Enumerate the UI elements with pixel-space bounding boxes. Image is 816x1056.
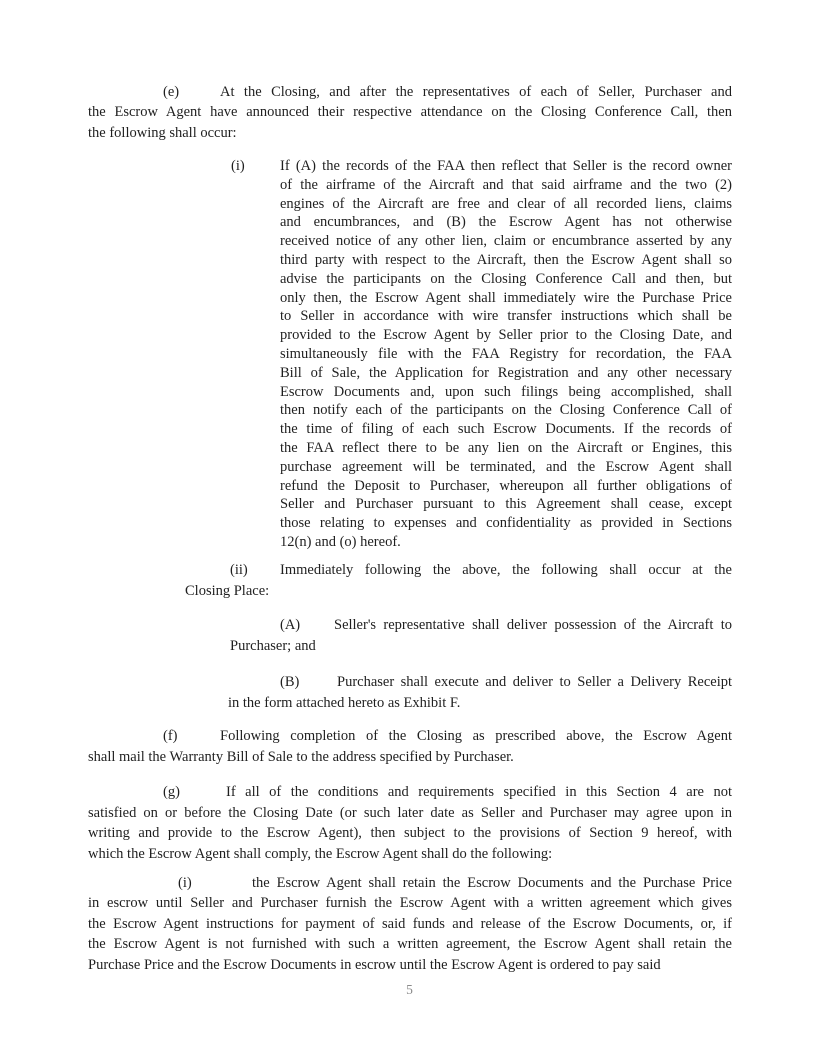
paragraph-f-label: (f) (163, 728, 178, 744)
text-line: Seller's representative shall deliver possession of the Aircraft to (334, 617, 732, 633)
paragraph-e (88, 82, 732, 143)
subclause-b (228, 672, 732, 713)
text-line: writing and provide to the Escrow Agent), then subject to the provisions of Section 9 hereof, with (88, 825, 732, 842)
page-number: 5 (406, 982, 414, 997)
text-line: the Escrow Agent is not furnished with such a written agreement, the Escrow Agent shall retain the (88, 936, 732, 953)
text-line: purchase agreement will be terminated, and the Escrow Agent shall (280, 458, 732, 475)
paragraph-g-text (88, 782, 732, 864)
text-line: the time of filing of each such Escrow Documents. If the records of (280, 421, 732, 438)
text-line: Closing Place: (185, 582, 270, 599)
clause-i-closing (231, 157, 732, 552)
paragraph-f-text (88, 726, 732, 767)
text-line: to Seller in accordance with wire transfer instructions which shall be (280, 308, 732, 325)
text-line: simultaneously file with the FAA Registry for recordation, the FAA (280, 345, 732, 362)
text-line: and encumbrances, and (B) the Escrow Agent has not otherwise (280, 214, 732, 231)
text-line: received notice of any other lien, claim or encumbrance asserted by any (280, 233, 732, 250)
text-line: 12(n) and (o) hereof. (280, 533, 401, 550)
paragraph-f (88, 726, 732, 767)
text-line: If (A) the records of the FAA then reflect that Seller is the record owner (280, 158, 732, 174)
clause-ii-label: (ii) (230, 562, 248, 578)
clause-i-retain-label: (i) (178, 875, 192, 891)
clause-i-retain (88, 873, 732, 975)
text-line: then notify each of the participants on the Closing Conference Call of (280, 402, 732, 419)
text-line: in escrow until Seller and Purchaser furnish the Escrow Agent with a written agreement which gives (88, 895, 732, 912)
text-line: those relating to expenses and confidentiality as provided in Sections (280, 515, 732, 532)
subclause-b-label: (B) (280, 674, 300, 690)
text-line: in the form attached hereto as Exhibit F. (228, 694, 461, 711)
text-line: of the airframe of the Aircraft and that said airframe and the two (2) (280, 176, 732, 193)
clause-i-label: (i) (231, 158, 245, 174)
paragraph-e-label: (e) (163, 84, 180, 100)
text-line: the Escrow Agent have announced their respective attendance on the Closing Conference Call, then (88, 104, 732, 121)
text-line: the FAA reflect there to be any lien on the Aircraft or Engines, this (280, 439, 732, 456)
subclause-b-text (228, 672, 732, 713)
text-line: Following completion of the Closing as prescribed above, the Escrow Agent (220, 728, 732, 744)
text-line: the following shall occur: (88, 124, 237, 141)
text-line: engines of the Aircraft are free and clear of all recorded liens, claims (280, 195, 732, 212)
text-line: At the Closing, and after the representatives of each of Seller, Purchaser and (220, 84, 732, 100)
text-line: which the Escrow Agent shall comply, the Escrow Agent shall do the following: (88, 845, 553, 862)
text-line: refund the Deposit to Purchaser, whereupon all further obligations of (280, 477, 732, 494)
text-line: provided to the Escrow Agent by Seller prior to the Closing Date, and (280, 327, 732, 344)
text-line: Immediately following the above, the following shall occur at the (280, 562, 732, 578)
text-line: third party with respect to the Aircraft, then the Escrow Agent shall so (280, 251, 732, 268)
text-line: only then, the Escrow Agent shall immediately wire the Purchase Price (280, 289, 732, 306)
clause-i-text (280, 157, 732, 552)
text-line: the Escrow Agent instructions for payment of said funds and release of the Escrow Documents, or, if (88, 915, 732, 932)
text-line: Bill of Sale, the Application for Registration and any other necessary (280, 364, 732, 381)
text-line: Seller and Purchaser pursuant to this Agreement shall cease, except (280, 496, 732, 513)
subclause-a-label: (A) (280, 617, 301, 633)
subclause-a-text (230, 615, 732, 656)
text-line: shall mail the Warranty Bill of Sale to the address specified by Purchaser. (88, 748, 514, 765)
clause-ii (185, 560, 732, 601)
text-line: If all of the conditions and requirements specified in this Section 4 are not (226, 784, 732, 800)
text-line: Purchaser shall execute and deliver to Seller a Delivery Receipt (337, 674, 732, 690)
paragraph-g (88, 782, 732, 864)
text-line: satisfied on or before the Closing Date (or such later date as Seller and Purchaser may agree upon in (88, 804, 732, 821)
text-line: advise the participants on the Closing Conference Call and then, but (280, 270, 732, 287)
text-line: Purchaser; and (230, 637, 316, 654)
clause-ii-text (185, 560, 732, 601)
text-line: the Escrow Agent shall retain the Escrow Documents and the Purchase Price (252, 875, 732, 891)
text-line: Escrow Documents and, upon such filings being accomplished, shall (280, 383, 732, 400)
paragraph-e-text (88, 82, 732, 143)
text-line: Purchase Price and the Escrow Documents in escrow until the Escrow Agent is ordered to pay said (88, 956, 661, 973)
paragraph-g-label: (g) (163, 784, 180, 800)
subclause-a (230, 615, 732, 656)
